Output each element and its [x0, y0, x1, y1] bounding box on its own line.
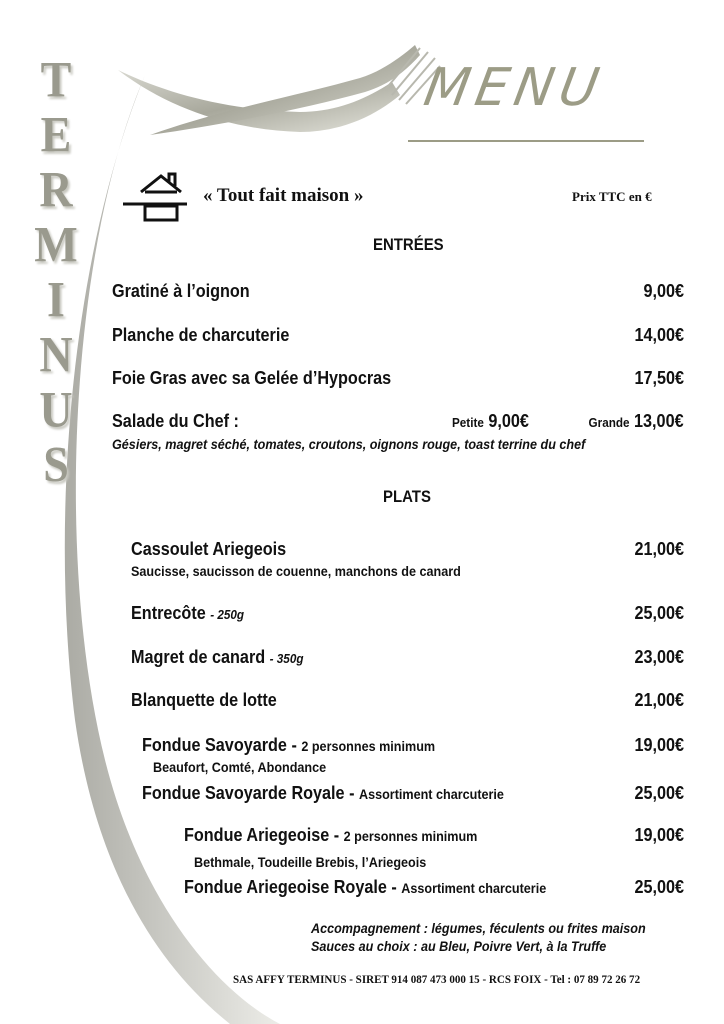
grande-label: Grande [588, 415, 630, 430]
menu-item-price: 25,00€ [634, 877, 684, 897]
menu-item-note: 2 personnes minimum [301, 738, 436, 754]
section-entrees: ENTRÉES [373, 235, 444, 254]
brand-letter: T [40, 51, 72, 108]
menu-item-name: Entrecôte [131, 603, 206, 623]
homemade-tagline: « Tout fait maison » [203, 185, 364, 206]
house-icon [123, 170, 187, 222]
menu-item-price: 23,00€ [634, 647, 684, 667]
menu-item-name: Fondue Ariegeoise - [184, 825, 340, 845]
menu-item-name: Blanquette de lotte [131, 690, 277, 710]
petite-label: Petite [452, 415, 484, 430]
menu-item-entrecote [131, 603, 244, 624]
salade-description: Gésiers, magret séché, tomates, croutons, oignons rouge, toast terrine du chef [112, 436, 586, 452]
menu-item-description: Saucisse, saucisson de couenne, manchons de canard [131, 563, 461, 579]
menu-item-fondue-ariegeoise-royale [184, 877, 546, 898]
menu-item-note: 2 personnes minimum [343, 828, 478, 844]
grande-price: 13,00€ [634, 411, 684, 431]
menu-item-note: Assortiment charcuterie [401, 880, 547, 896]
vertical-brand [34, 52, 78, 492]
brand-letter: S [43, 436, 69, 493]
footer-legal: SAS AFFY TERMINUS - SIRET 914 087 473 000 15 - RCS FOIX - Tel : 07 89 72 26 72 [233, 972, 641, 986]
menu-item-fondue-savoyarde-royale [142, 783, 504, 804]
menu-item-weight: - 350g [269, 651, 304, 666]
prices-note: Prix TTC en € [572, 189, 652, 204]
menu-item-price: 21,00€ [634, 690, 684, 710]
menu-item-price: 9,00€ [643, 281, 684, 301]
menu-item-name: Fondue Savoyarde - [142, 735, 297, 755]
menu-item-name: Magret de canard [131, 647, 266, 667]
menu-item-price: 25,00€ [634, 783, 684, 803]
brand-letter: U [39, 381, 73, 438]
menu-item-name: Foie Gras avec sa Gelée d’Hypocras [112, 368, 392, 388]
menu-item-name: Fondue Ariegeoise Royale - [184, 877, 397, 897]
menu-item-price: 21,00€ [634, 539, 684, 559]
brand-letter: R [39, 161, 73, 218]
menu-item-cheeses: Beaufort, Comté, Abondance [153, 759, 327, 775]
menu-item-cheeses: Bethmale, Toudeille Brebis, l’Ariegeois [194, 854, 427, 870]
salade-grande [589, 411, 684, 432]
menu-item-name: Fondue Savoyarde Royale - [142, 783, 355, 803]
menu-item-price: 19,00€ [634, 825, 684, 845]
menu-item-magret [131, 647, 303, 668]
brand-letter: M [34, 216, 78, 273]
menu-item-price: 14,00€ [634, 325, 684, 345]
petite-price: 9,00€ [488, 411, 529, 431]
menu-item-fondue-ariegeoise [184, 825, 477, 846]
accompaniment-line: Accompagnement : légumes, féculents ou frites maison [311, 920, 646, 936]
section-plats: PLATS [383, 487, 431, 506]
title-underline [408, 140, 644, 142]
salade-name: Salade du Chef : [112, 411, 239, 431]
menu-item-weight: - 250g [210, 607, 245, 622]
brand-letter: I [47, 271, 65, 328]
menu-item-name: Cassoulet Ariegeois [131, 539, 287, 559]
menu-item-name: Planche de charcuterie [112, 325, 290, 345]
menu-item-name: Gratiné à l’oignon [112, 281, 250, 301]
menu-title: MENU [419, 58, 609, 118]
menu-item-price: 19,00€ [634, 735, 684, 755]
sauces-line: Sauces au choix : au Bleu, Poivre Vert, à la Truffe [311, 938, 607, 954]
menu-item-price: 17,50€ [634, 368, 684, 388]
menu-item-note: Assortiment charcuterie [358, 786, 504, 802]
menu-item-price: 25,00€ [634, 603, 684, 623]
menu-item-fondue-savoyarde [142, 735, 435, 756]
brand-letter: N [39, 326, 73, 383]
salade-petite [452, 411, 529, 432]
brand-letter: E [40, 106, 72, 163]
